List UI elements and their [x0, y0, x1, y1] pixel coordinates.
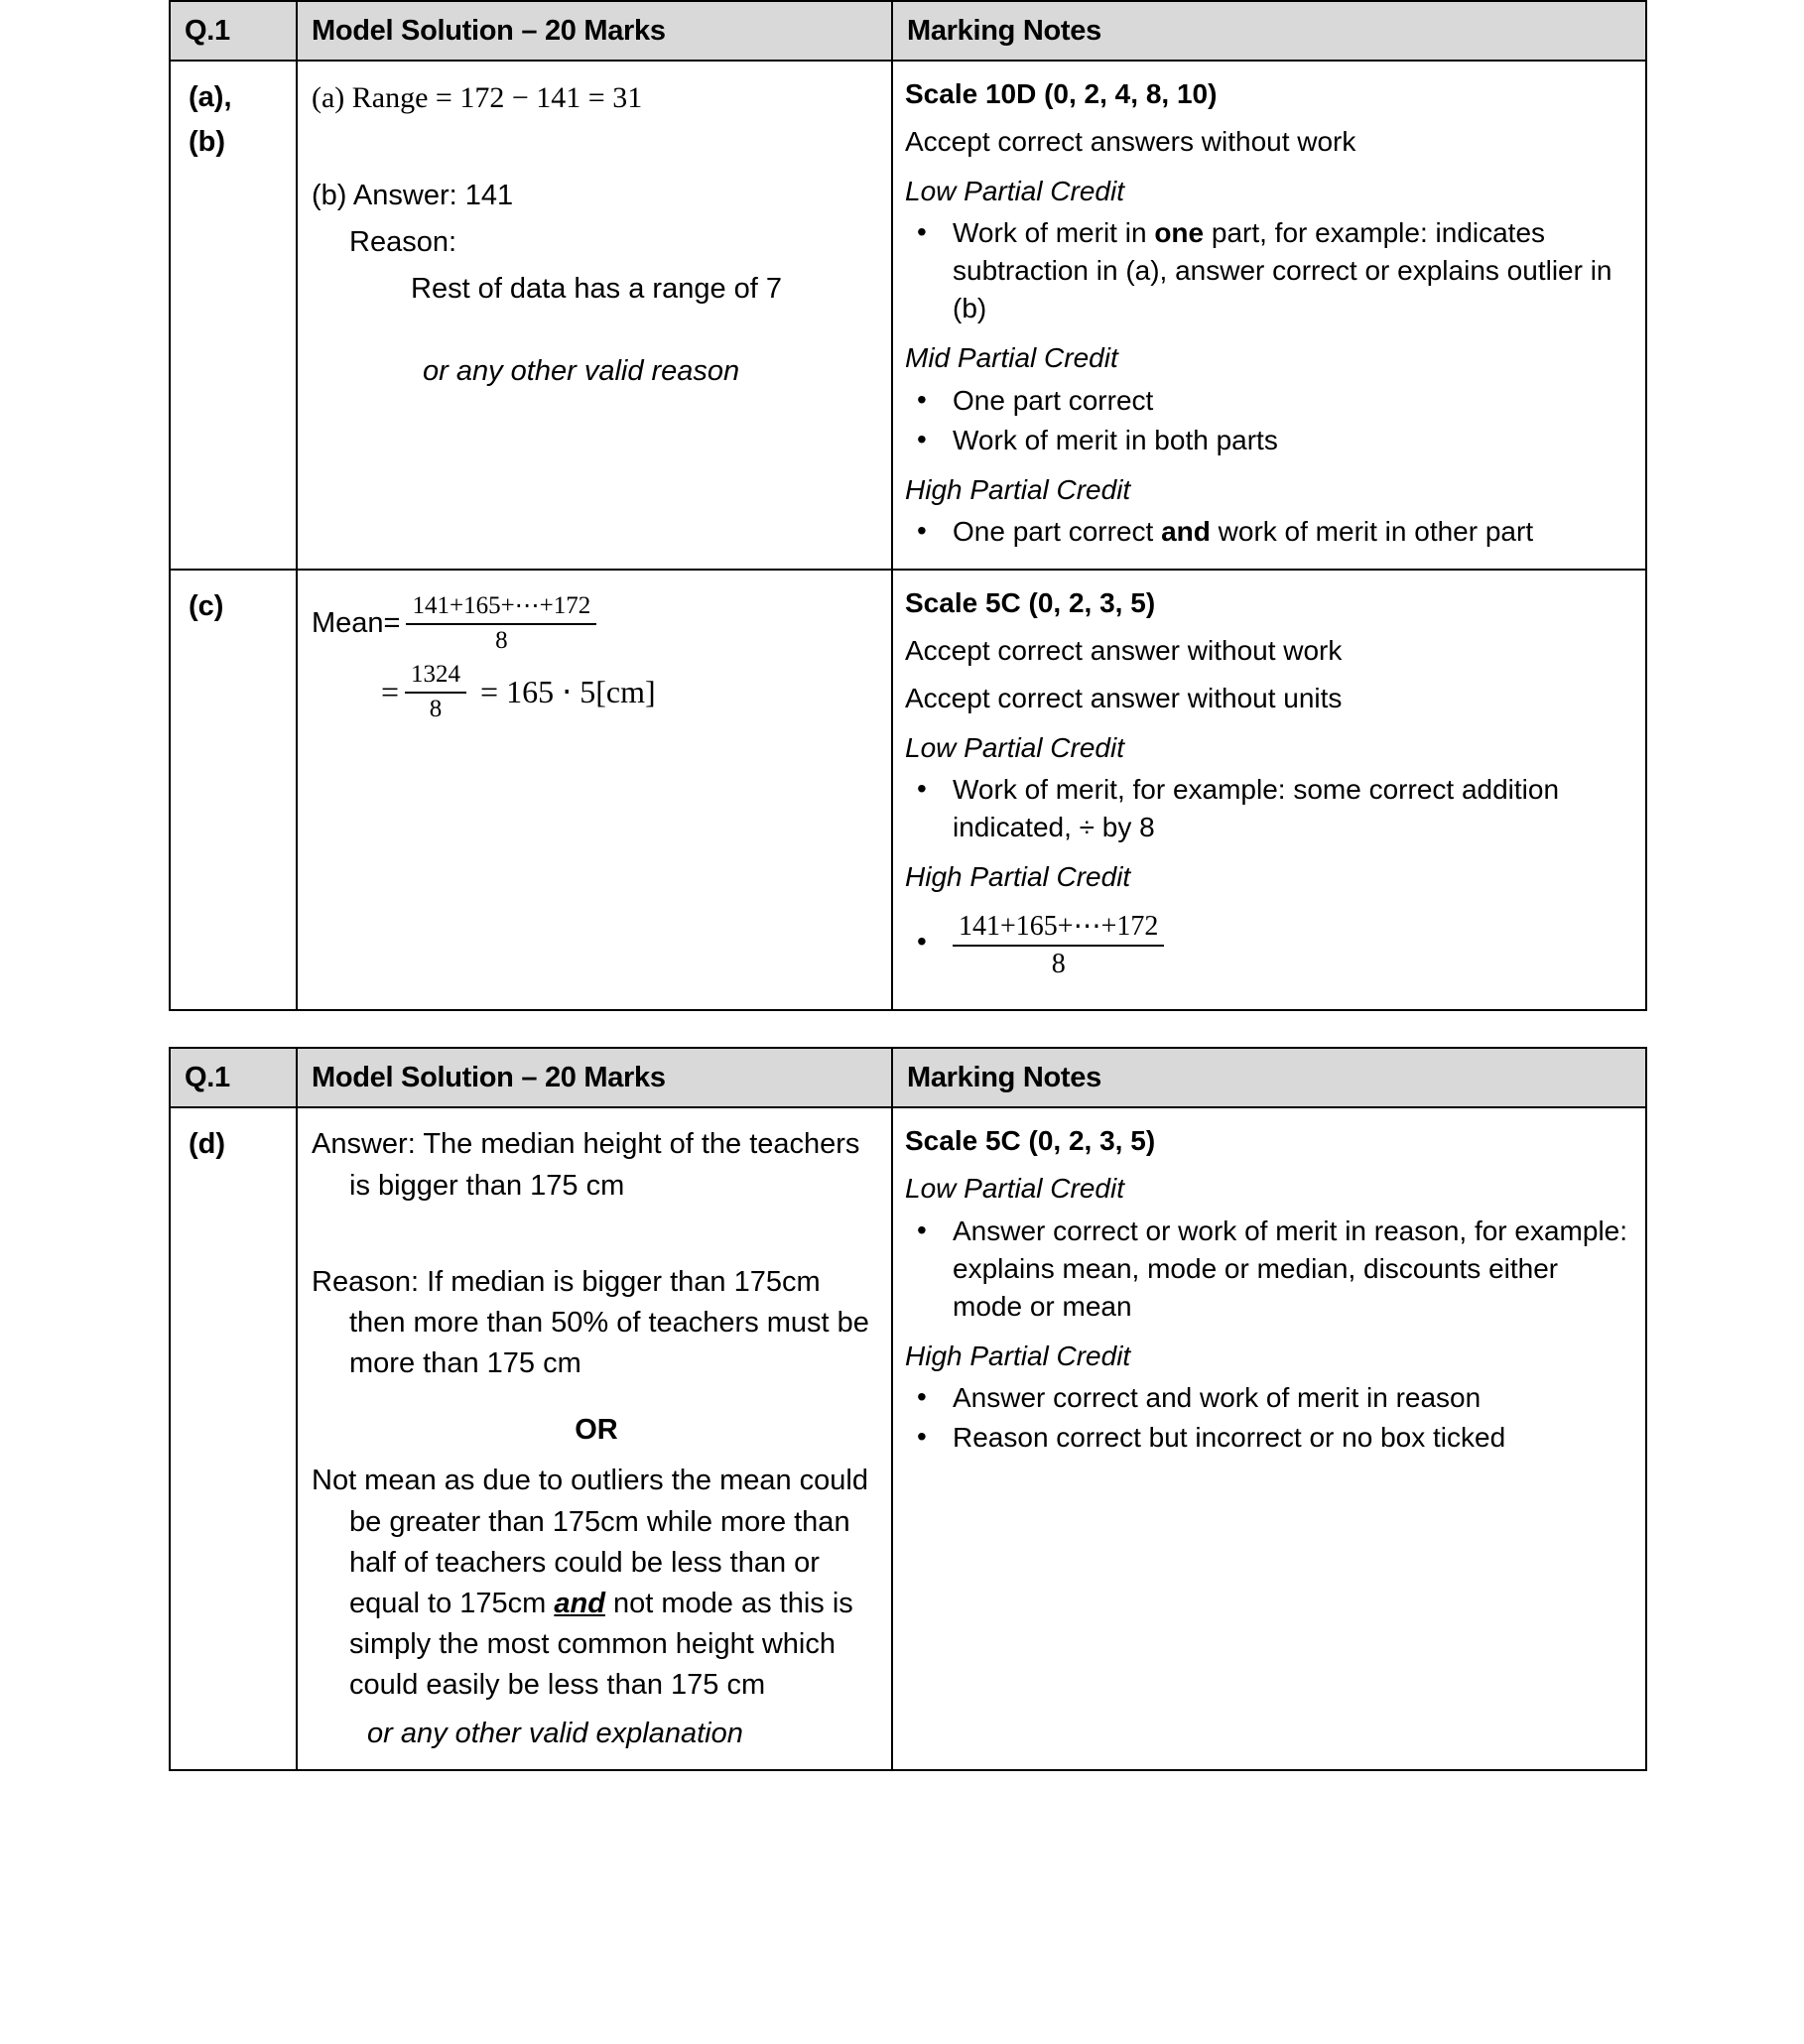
solution-alternative-emphasis: and	[554, 1587, 605, 1619]
solution-reason	[312, 1262, 881, 1385]
solution-gap-1	[312, 120, 881, 176]
notes-bullet-fraction	[905, 900, 1631, 991]
marking-scheme-table-1	[169, 0, 1647, 1011]
solution-valid-reason-note: or any other valid reason	[423, 355, 740, 388]
row-c-notes-body	[893, 571, 1645, 1010]
notes-high-partial-credit-title: High Partial Credit	[905, 861, 1131, 893]
notes-accept-line-1: Accept correct answers without work	[905, 126, 1356, 158]
header-question-label: Q.1	[185, 14, 230, 47]
row-d-solution-cell	[297, 1107, 892, 1769]
solution-alternative-part-2: not mode as this is simply the most common height which could easily be less than 175 cm	[349, 1587, 853, 1702]
notes-bullet: • Answer correct or work of merit in reason, for example: explains mean, mode or median, discounts either mode or mean	[905, 1213, 1631, 1326]
notes-fraction-numerator: • 141+165+⋯+172	[953, 911, 1164, 947]
header-notes-label: Marking Notes	[907, 1061, 1101, 1093]
notes-bullet: • Answer correct and work of merit in reason	[905, 1379, 1631, 1417]
solution-answer-label: Answer:	[312, 1128, 416, 1161]
notes-low-partial-credit-list	[905, 771, 1631, 846]
row-d-notes-body	[893, 1108, 1645, 1474]
header-question-label: Q.1	[185, 1061, 230, 1093]
notes-bullet: • Reason correct but incorrect or no box ticked	[905, 1419, 1631, 1457]
notes-high-partial-credit-list	[905, 513, 1631, 551]
header-cell-solution	[297, 1048, 892, 1107]
row-c-solution-body	[298, 571, 891, 738]
notes-low-partial-credit-list	[905, 1213, 1631, 1326]
solution-alternative	[312, 1461, 881, 1706]
notes-high-partial-credit-list	[905, 1379, 1631, 1457]
header-cell-solution	[297, 1, 892, 61]
notes-high-partial-credit-title: High Partial Credit	[905, 473, 1131, 505]
row-ab-label-line-2: (b)	[189, 126, 226, 159]
notes-high-partial-credit-list	[905, 900, 1631, 991]
solution-alternative-part-1: Not mean as due to outliers the mean could be greater than 175cm while more than half of teachers could be less than or equal to 175cm	[312, 1465, 868, 1619]
notes-bullet: • One part correct and work of merit in other part	[905, 513, 1631, 551]
row-ab-notes-cell	[892, 61, 1646, 570]
row-d-solution-body	[298, 1108, 891, 1768]
row-c-label: (c)	[189, 589, 224, 622]
notes-low-partial-credit-list	[905, 214, 1631, 327]
row-ab-notes-body	[893, 62, 1645, 569]
solution-reason-label: Reason:	[349, 225, 457, 258]
header-cell-question	[170, 1048, 297, 1107]
notes-low-partial-credit-title: Low Partial Credit	[905, 1173, 1124, 1205]
solution-answer	[312, 1124, 881, 1206]
notes-fraction-denominator: 8	[1051, 949, 1066, 980]
notes-bullet: • Work of merit in one part, for example: indicates subtraction in (a), answer correct or explains outlier in (b)	[905, 214, 1631, 327]
row-ab-label-line-1: (a),	[189, 81, 232, 113]
solution-gap-2	[312, 1384, 881, 1410]
mean-fraction-1-numerator: 141+165+⋯+172	[406, 592, 596, 625]
notes-mid-partial-credit-title: Mid Partial Credit	[905, 342, 1118, 374]
row-d-question-cell	[170, 1107, 297, 1769]
header-solution-label: Model Solution – 20 Marks	[312, 1061, 666, 1093]
notes-bullet: • Work of merit, for example: some correct addition indicated, ÷ by 8	[905, 771, 1631, 846]
notes-accept-line-2: Accept correct answer without units	[905, 683, 1343, 714]
mean-equals-sign-1: =	[381, 674, 400, 710]
notes-scale-label: Scale 10D (0, 2, 4, 8, 10)	[905, 78, 1218, 109]
solution-gap-3	[312, 1451, 881, 1461]
header-solution-label: Model Solution – 20 Marks	[312, 14, 666, 47]
notes-fraction	[953, 911, 1164, 980]
table-spacer	[0, 1011, 1804, 1047]
mean-fraction-1-denominator: 8	[495, 626, 508, 654]
table-row-c	[170, 570, 1646, 1011]
notes-scale-label: Scale 5C (0, 2, 3, 5)	[905, 1125, 1156, 1157]
header-cell-question	[170, 1, 297, 61]
mean-fraction-2	[405, 661, 466, 724]
row-c-solution-cell	[297, 570, 892, 1011]
notes-high-partial-credit-title: High Partial Credit	[905, 1340, 1131, 1371]
notes-low-partial-credit-title: Low Partial Credit	[905, 176, 1124, 207]
table-header-row	[170, 1, 1646, 61]
row-d-label: (d)	[189, 1128, 226, 1161]
solution-reason-text: If median is bigger than 175cm then more than 50% of teachers must be more than 175 cm	[349, 1265, 869, 1380]
mean-fraction-2-numerator: 1324	[405, 661, 466, 694]
solution-gap-1	[312, 1207, 881, 1262]
mean-label: Mean=	[312, 607, 401, 640]
solution-line-a: (a) Range = 172 − 141 = 31	[312, 81, 643, 114]
solution-line-b: (b) Answer: 141	[312, 179, 514, 211]
notes-bullet: • Work of merit in both parts	[905, 422, 1631, 459]
header-cell-notes	[892, 1, 1646, 61]
mean-fraction-2-denominator: 8	[429, 696, 443, 723]
solution-reason-label: Reason:	[312, 1265, 420, 1298]
solution-answer-text: The median height of the teachers is bigger than 175 cm	[349, 1128, 860, 1202]
notes-low-partial-credit-title: Low Partial Credit	[905, 732, 1124, 764]
header-notes-label: Marking Notes	[907, 14, 1101, 47]
notes-mid-partial-credit-list	[905, 382, 1631, 459]
notes-bullet: • One part correct	[905, 382, 1631, 420]
header-cell-notes	[892, 1048, 1646, 1107]
mean-result: = 165 ⋅ 5[cm]	[480, 674, 656, 710]
row-c-notes-cell	[892, 570, 1646, 1011]
marking-scheme-table-2	[169, 1047, 1647, 1770]
solution-reason-text: Rest of data has a range of 7	[411, 272, 783, 305]
notes-scale-label: Scale 5C (0, 2, 3, 5)	[905, 586, 1156, 618]
row-c-question-cell	[170, 570, 297, 1011]
solution-gap-2	[312, 310, 881, 351]
table-row-d	[170, 1107, 1646, 1769]
row-ab-question-cell	[170, 61, 297, 570]
mean-equation-line-1	[312, 592, 881, 656]
solution-valid-explanation-note: or any other valid explanation	[367, 1718, 743, 1750]
solution-gap-4	[312, 1706, 881, 1714]
row-d-notes-cell	[892, 1107, 1646, 1769]
table-row-ab	[170, 61, 1646, 570]
mean-fraction-1	[406, 592, 596, 656]
row-ab-solution-body	[298, 62, 891, 406]
solution-or-divider: OR	[575, 1414, 618, 1447]
table-header-row	[170, 1048, 1646, 1107]
row-ab-solution-cell	[297, 61, 892, 570]
notes-accept-line-1: Accept correct answer without work	[905, 634, 1343, 666]
mean-equation-line-2	[312, 661, 881, 724]
